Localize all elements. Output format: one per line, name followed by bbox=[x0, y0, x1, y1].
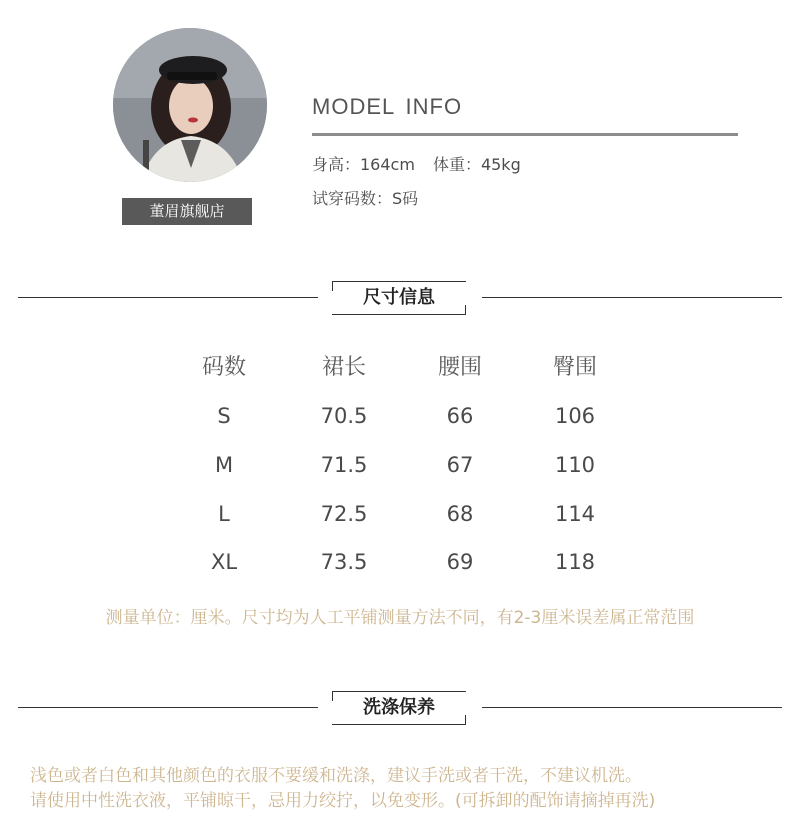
model-try-size: 试穿码数：S码 bbox=[312, 189, 419, 208]
cell-size-s: S bbox=[217, 404, 231, 428]
cell-size-m: M bbox=[214, 453, 234, 477]
shop-name-label: 董眉旗舰店 bbox=[122, 198, 252, 225]
model-info-divider bbox=[312, 133, 738, 136]
cell-hip-s: 106 bbox=[554, 404, 596, 428]
cell-length-l: 72.5 bbox=[320, 502, 368, 526]
cell-waist-l: 68 bbox=[446, 502, 474, 526]
measurement-note: 测量单位：厘米。尺寸均为人工平铺测量方法不同，有2-3厘米误差属正常范围 bbox=[105, 608, 695, 628]
model-height: 身高：164cm bbox=[312, 155, 415, 174]
cell-size-xl: XL bbox=[210, 550, 238, 574]
model-avatar bbox=[113, 28, 267, 182]
size-section-title: 尺寸信息 bbox=[332, 281, 466, 315]
header-size: 码数 bbox=[201, 355, 247, 380]
cell-waist-xl: 69 bbox=[446, 550, 474, 574]
divider-right bbox=[482, 297, 782, 298]
model-info-title: MODEL INFO bbox=[312, 94, 463, 119]
cell-hip-l: 114 bbox=[554, 502, 596, 526]
header-skirt-length: 裙长 bbox=[321, 355, 367, 380]
care-section-title: 洗涤保养 bbox=[332, 691, 466, 725]
care-instruction-2: 请使用中性洗衣液，平铺晾干，忌用力绞拧，以免变形。(可拆卸的配饰请摘掉再洗) bbox=[30, 791, 656, 811]
cell-hip-xl: 118 bbox=[554, 550, 596, 574]
cell-length-s: 70.5 bbox=[320, 404, 368, 428]
care-divider-right bbox=[482, 707, 782, 708]
header-waist: 腰围 bbox=[437, 355, 483, 380]
cell-waist-m: 67 bbox=[446, 453, 474, 477]
care-divider-left bbox=[18, 707, 318, 708]
model-measurements bbox=[312, 152, 521, 175]
header-hip: 臀围 bbox=[552, 355, 598, 380]
cell-size-l: L bbox=[218, 502, 230, 526]
model-photo bbox=[113, 28, 267, 182]
divider-left bbox=[18, 297, 318, 298]
cell-length-xl: 73.5 bbox=[320, 550, 368, 574]
model-weight: 体重：45kg bbox=[432, 155, 521, 174]
care-instruction-1: 浅色或者白色和其他颜色的衣服不要缓和洗涤，建议手洗或者干洗，不建议机洗。 bbox=[30, 766, 642, 786]
cell-length-m: 71.5 bbox=[320, 453, 368, 477]
cell-waist-s: 66 bbox=[446, 404, 474, 428]
cell-hip-m: 110 bbox=[554, 453, 596, 477]
